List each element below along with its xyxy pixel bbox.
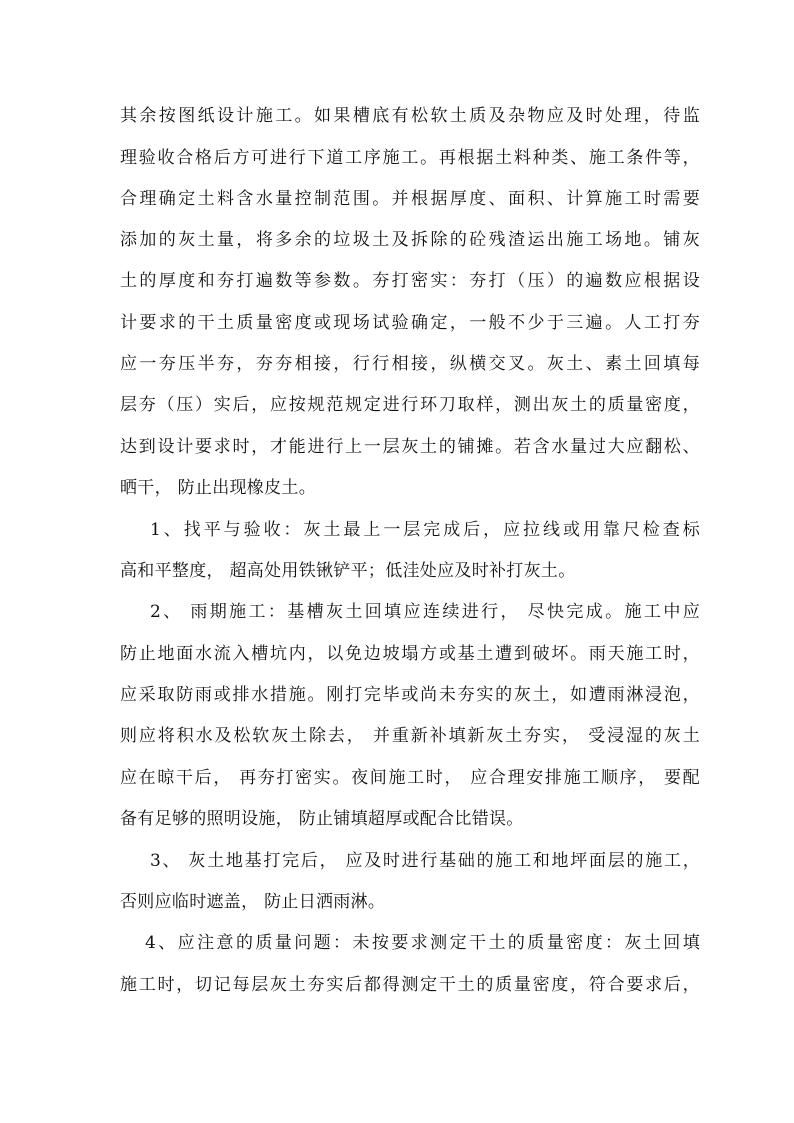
text-line: 应在晾干后， 再夯打密实。夜间施工时， 应合理安排施工顺序， 要配 <box>120 768 700 788</box>
text-line: 则应将积水及松软灰土除去， 并重新补填新灰土夯实， 受浸湿的灰土 <box>120 726 700 746</box>
text-line: 土的厚度和夯打遍数等参数。夯打密实：夯打（压）的遍数应根据设 <box>120 271 700 291</box>
text-line: 应采取防雨或排水措施。刚打完毕或尚未夯实的灰土，如遭雨淋浸泡， <box>120 685 700 705</box>
text-line: 施工时，切记每层灰土夯实后都得测定干土的质量密度，符合要求后， <box>120 975 700 995</box>
text-line: 否则应临时遮盖， 防止日洒雨淋。 <box>120 892 386 912</box>
text-line: 防止地面水流入槽坑内，以免边坡塌方或基土遭到破坏。雨天施工时， <box>120 644 700 664</box>
text-line: 达到设计要求时，才能进行上一层灰土的铺摊。若含水量过大应翻松、 <box>120 437 700 457</box>
text-line: 晒干， 防止出现橡皮土。 <box>120 478 317 498</box>
text-line: 2、 雨期施工：基槽灰土回填应连续进行， 尽快完成。施工中应 <box>150 602 700 622</box>
text-line: 其余按图纸设计施工。如果槽底有松软土质及杂物应及时处理，待监 <box>120 106 700 126</box>
text-line: 高和平整度， 超高处用铁锹铲平；低洼处应及时补打灰土。 <box>120 561 576 581</box>
text-line: 合理确定土料含水量控制范围。并根据厚度、面积、计算施工时需要 <box>120 189 700 209</box>
text-line: 备有足够的照明设施， 防止铺填超厚或配合比错误。 <box>120 809 524 829</box>
text-line: 4、应注意的质量问题：未按要求测定干土的质量密度：灰土回填 <box>145 933 700 953</box>
text-line: 3、 灰土地基打完后， 应及时进行基础的施工和地坪面层的施工， <box>150 851 700 871</box>
text-line: 添加的灰土量，将多余的垃圾土及拆除的砼残渣运出施工场地。铺灰 <box>120 230 700 250</box>
text-line: 理验收合格后方可进行下道工序施工。再根据土料种类、施工条件等， <box>120 148 700 168</box>
text-line: 应一夯压半夯，夯夯相接，行行相接，纵横交叉。灰土、素土回填每 <box>120 354 700 374</box>
text-line: 计要求的干土质量密度或现场试验确定，一般不少于三遍。人工打夯 <box>120 313 700 333</box>
text-line: 层夯（压）实后，应按规范规定进行环刀取样，测出灰土的质量密度， <box>120 395 700 415</box>
text-line: 1、找平与验收：灰土最上一层完成后，应拉线或用靠尺检查标 <box>150 520 700 540</box>
